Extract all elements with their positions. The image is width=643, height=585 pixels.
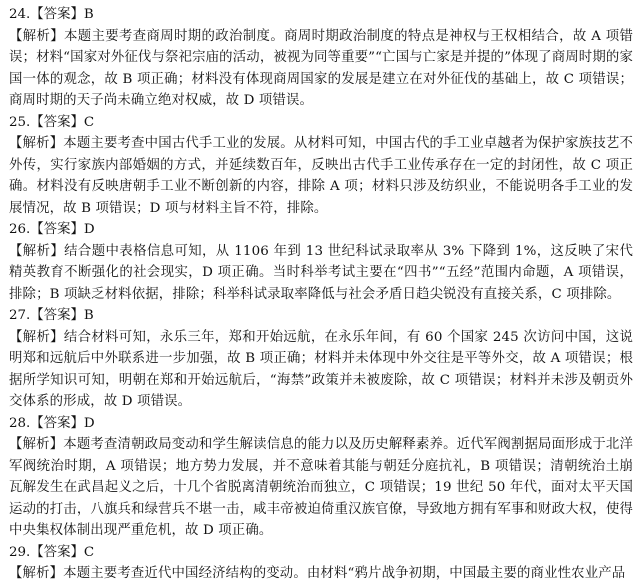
answer-line: 27.【答案】B: [9, 308, 94, 323]
question-24: [9, 4, 633, 112]
answer-line: 26.【答案】D: [9, 222, 95, 237]
answer-line: 29.【答案】C: [9, 544, 95, 560]
explanation-text: 【解析】本题考查清朝政局变动和学生解读信息的能力以及历史解释素养。近代军阀割据局面形成于北洋军阀统治时期，A 项错误；地方势力发展，并不意味着其能与朝廷分庭抗礼，B 项错误；清朝统治土崩瓦解发生在武昌起义之后，十几个省脱离清朝统治而独立，C 项错误；19 世纪 50 年代，面对太平天国运动的打击，八旗兵和绿营兵不堪一击，咸丰帝被迫倚重汉族官僚，导致地方拥有军事和财政大权，使得中央集权体制出现严重危机，故 D 项正确。: [9, 437, 633, 538]
question-29: [9, 542, 633, 585]
question-28: [9, 413, 633, 542]
explanation-text: 【解析】结合题中表格信息可知，从 1106 年到 13 世纪科试录取率从 3% 下降到 1%，这反映了宋代精英教育不断强化的社会现实，D 项正确。当时科举考试主要在“四书”“五经”范围内命题，A 项错误，排除；B 项缺乏材料依据，排除；科举科试录取率降低与社会矛盾日趋尖锐没有直接关系，C 项排除。: [9, 243, 633, 302]
answer-line: 25.【答案】C: [9, 114, 95, 130]
explanation-text: 【解析】本题主要考查商周时期的政治制度。商周时期政治制度的特点是神权与王权相结合，故 A 项错误；材料“国家对外征伐与祭祀宗庙的活动，被视为同等重要”“亡国与亡家是并提的”体现了商周时期的家国一体的观念，故 B 项正确；材料没有体现商周国家的发展是建立在对外征伐的基础上，故 C 项错误；商周时期的天子尚未确立绝对权威，故 D 项错误。: [9, 28, 633, 108]
question-27: [9, 305, 633, 413]
question-26: [9, 219, 633, 305]
explanation-text: 【解析】本题主要考查近代中国经济结构的变动。由材料“鸦片战争初期，中国最主要的商业性农业产品: [9, 566, 626, 581]
answer-line: 28.【答案】D: [9, 415, 95, 431]
answer-line: 24.【答案】B: [9, 7, 94, 22]
question-25: [9, 112, 633, 220]
explanation-text: 【解析】结合材料可知，永乐三年，郑和开始远航，在永乐年间，有 60 个国家 245 次访问中国，这说明郑和远航后中外联系进一步加强，故 B 项正确；材料并未体现中外交往是平等外交，故 A 项错误；根据所学知识可知，明朝在郑和开始远航后，“海禁”政策并未被废除，故 C 项错误；材料并未涉及朝贡外交体系的形成，故 D 项错误。: [9, 329, 633, 409]
explanation-text: 【解析】本题主要考查中国古代手工业的发展。从材料可知，中国古代的手工业卓越者为保护家族技艺不外传，实行家族内部婚姻的方式，并延续数百年，反映出古代手工业传承存在一定的封闭性，故 C 项正确。材料没有反映唐朝手工业不断创新的内容，排除 A 项；材料只涉及纺织业，不能说明各手工业的发展情况，故 B 项错误；D 项与材料主旨不符，排除。: [9, 136, 633, 216]
